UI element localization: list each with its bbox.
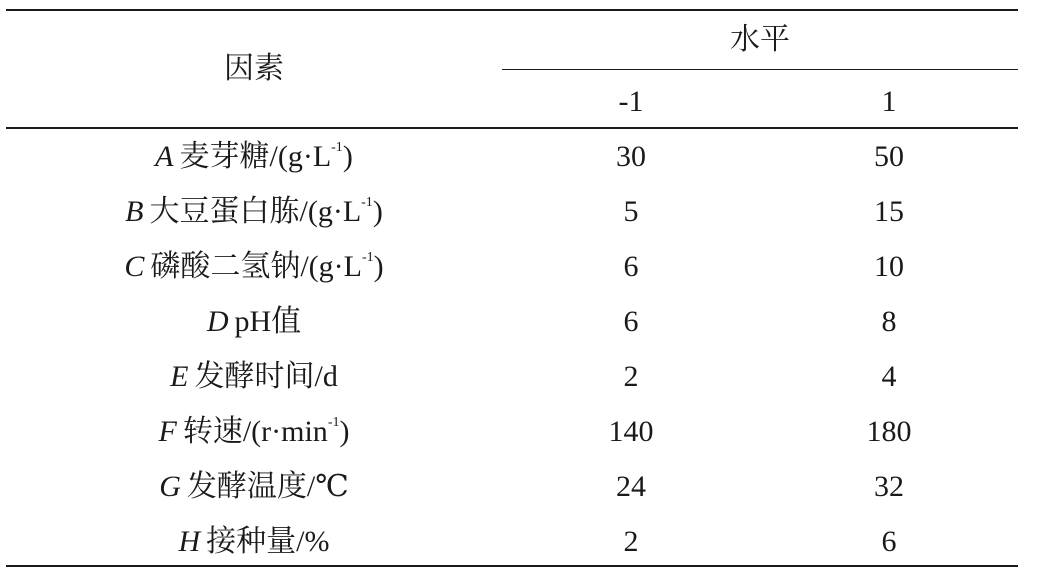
- factor-letter: G: [159, 470, 181, 503]
- factor-letter: D: [206, 305, 229, 338]
- factor-letter: B: [125, 195, 144, 228]
- factor-cell: [6, 524, 502, 560]
- factor-cell: [6, 194, 502, 230]
- factor-unit-exponent: -1: [361, 250, 374, 265]
- factor-cell: [6, 359, 502, 395]
- level-high-value: 10: [874, 250, 904, 283]
- factor-name: 麦芽糖/(g·L: [179, 140, 332, 173]
- factor-unit-exponent: -1: [327, 415, 340, 430]
- factor-unit-close: ): [339, 415, 350, 448]
- factor-name: pH值: [234, 305, 302, 338]
- factor-unit-close: ): [342, 140, 353, 173]
- level-low-value: 2: [623, 360, 639, 393]
- factor-name: 发酵时间/d: [194, 360, 338, 393]
- level-low-value: 6: [623, 305, 639, 338]
- factor-unit-exponent: -1: [331, 140, 343, 155]
- factor-name: 磷酸二氢钠/(g·L: [150, 250, 362, 283]
- factor-cell: [6, 469, 502, 505]
- factor-cell: [6, 139, 502, 175]
- table-top-rule: [6, 9, 1018, 11]
- factor-letter: F: [158, 415, 177, 448]
- factor-column-header: 因素: [224, 52, 284, 85]
- factor-letter: C: [124, 250, 145, 283]
- level-low-value: 140: [608, 415, 654, 448]
- level-header-rule: [502, 69, 1018, 70]
- factor-letter: E: [170, 360, 189, 393]
- level-high-value: 4: [881, 360, 897, 393]
- level-group-header: 水平: [730, 23, 790, 56]
- level-high-value: 15: [874, 195, 904, 228]
- factor-cell: [6, 414, 502, 450]
- factor-letter: H: [178, 525, 201, 558]
- level-high-value: 180: [866, 415, 912, 448]
- header-bottom-rule: [6, 127, 1018, 129]
- factor-name: 转速/(r·min: [182, 415, 328, 448]
- level-low-value: 6: [623, 250, 639, 283]
- factor-letter: A: [155, 140, 174, 173]
- factor-unit-close: ): [373, 250, 384, 283]
- factor-unit-close: ): [372, 195, 383, 228]
- table-bottom-rule: [6, 565, 1018, 567]
- factor-name: 接种量/%: [206, 525, 330, 558]
- factor-name: 大豆蛋白胨/(g·L: [149, 195, 362, 228]
- level-low-header: -1: [618, 85, 644, 118]
- level-high-value: 6: [881, 525, 897, 558]
- level-high-value: 8: [881, 305, 897, 338]
- factor-unit-exponent: -1: [361, 195, 373, 210]
- level-high-value: 32: [874, 470, 904, 503]
- level-low-value: 30: [616, 140, 646, 173]
- level-low-value: 24: [616, 470, 646, 503]
- level-high-value: 50: [874, 140, 904, 173]
- factor-name: 发酵温度/℃: [186, 470, 349, 503]
- level-low-value: 5: [623, 195, 639, 228]
- factor-cell: [6, 249, 502, 285]
- level-low-value: 2: [623, 525, 639, 558]
- factor-cell: [6, 304, 502, 340]
- level-high-header: 1: [881, 85, 897, 118]
